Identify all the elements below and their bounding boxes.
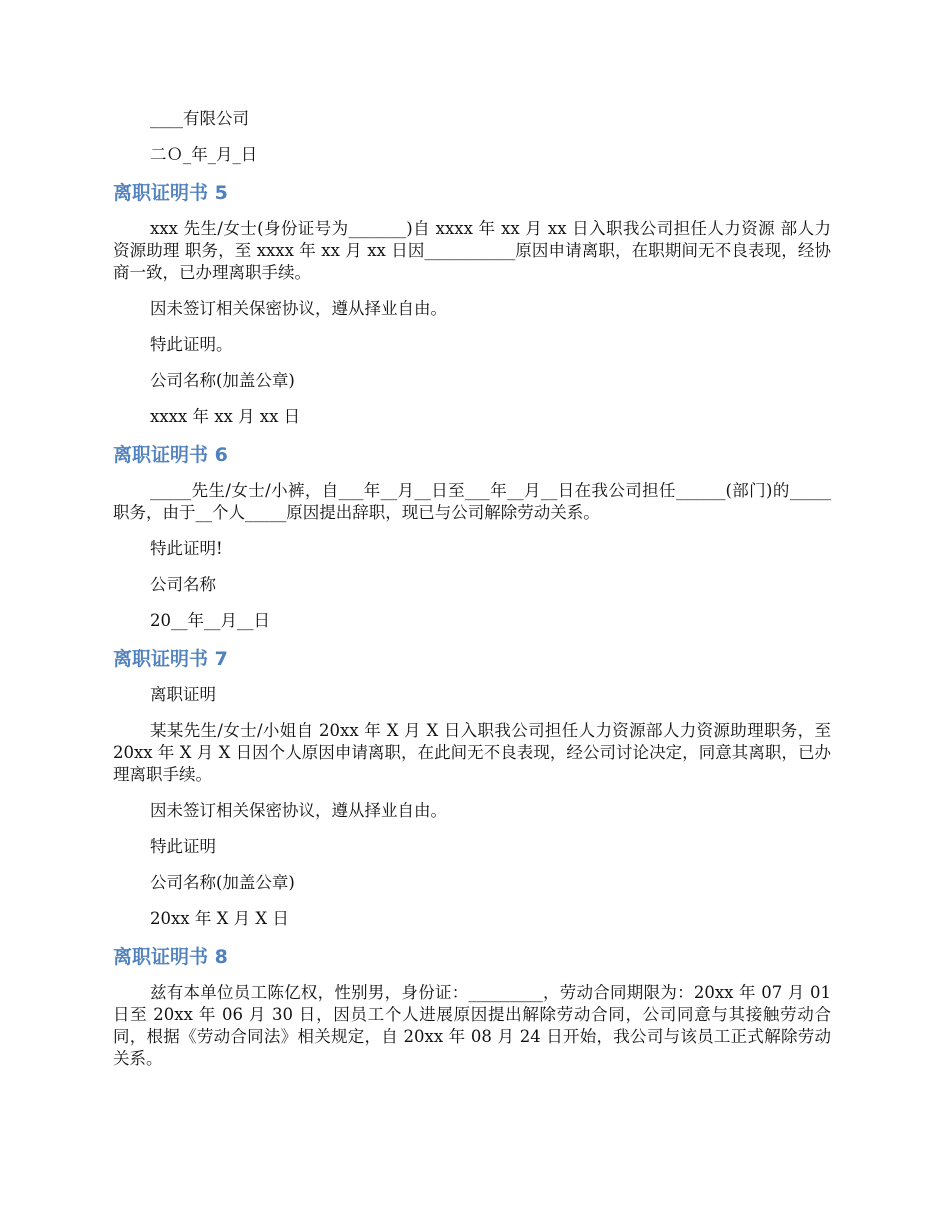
section-7-title: 离职证明 bbox=[150, 685, 216, 704]
date-line: 二Ｏ_年_月_日 bbox=[150, 145, 258, 164]
company-signature-line: ____有限公司 bbox=[150, 109, 249, 128]
section-7-date: 20xx 年 X 月 X 日 bbox=[150, 909, 289, 928]
section-8-body: 兹有本单位员工陈亿权，性别男，身份证：_________，劳动合同期限为：20xx 年 07 月 01 日至 20xx 年 06 月 30 日，因员工个人进展原因提出解除劳动合同，公司同意与其接触劳动合同，根据《劳动合同法》相关规定，自 20xx 年 08 月 24 日开始，我公司与该员工正式解除劳动关系。 bbox=[113, 983, 831, 1068]
section-7-body: 某某先生/女士/小姐自 20xx 年 X 月 X 日入职我公司担任人力资源部人力资源助理职务，至 20xx 年 X 月 X 日因个人原因申请离职，在此间无不良表现，经公司讨论决定，同意其离职，已办理离职手续。 bbox=[113, 721, 831, 784]
section-7-company: 公司名称(加盖公章) bbox=[150, 873, 295, 892]
section-5-certify: 特此证明。 bbox=[150, 335, 233, 354]
section-heading-5: 离职证明书 5 bbox=[113, 182, 228, 204]
document-page bbox=[113, 108, 831, 1084]
section-5-date: xxxx 年 xx 月 xx 日 bbox=[150, 407, 301, 426]
section-5-company: 公司名称(加盖公章) bbox=[150, 371, 295, 390]
section-6-body: _____先生/女士/小裤，自___年__月__日至___年__月__日在我公司担任______(部门)的_____职务，由于__个人_____原因提出辞职，现已与公司解除劳动关系。 bbox=[113, 481, 831, 522]
section-6-date: 20__年__月__日 bbox=[150, 611, 270, 630]
section-6-certify: 特此证明! bbox=[150, 539, 223, 558]
section-5-confidentiality: 因未签订相关保密协议，遵从择业自由。 bbox=[150, 299, 447, 318]
section-6-company: 公司名称 bbox=[150, 575, 216, 594]
section-5-body: xxx 先生/女士(身份证号为_______)自 xxxx 年 xx 月 xx 日入职我公司担任人力资源 部人力资源助理 职务，至 xxxx 年 xx 月 xx 日因___________原因申请离职，在职期间无不良表现，经协商一致，已办理离职手续。 bbox=[113, 219, 831, 282]
section-7-certify: 特此证明 bbox=[150, 837, 216, 856]
section-heading-8: 离职证明书 8 bbox=[113, 946, 228, 968]
section-7-confidentiality: 因未签订相关保密协议，遵从择业自由。 bbox=[150, 801, 447, 820]
section-heading-6: 离职证明书 6 bbox=[113, 444, 228, 466]
section-heading-7: 离职证明书 7 bbox=[113, 648, 228, 670]
